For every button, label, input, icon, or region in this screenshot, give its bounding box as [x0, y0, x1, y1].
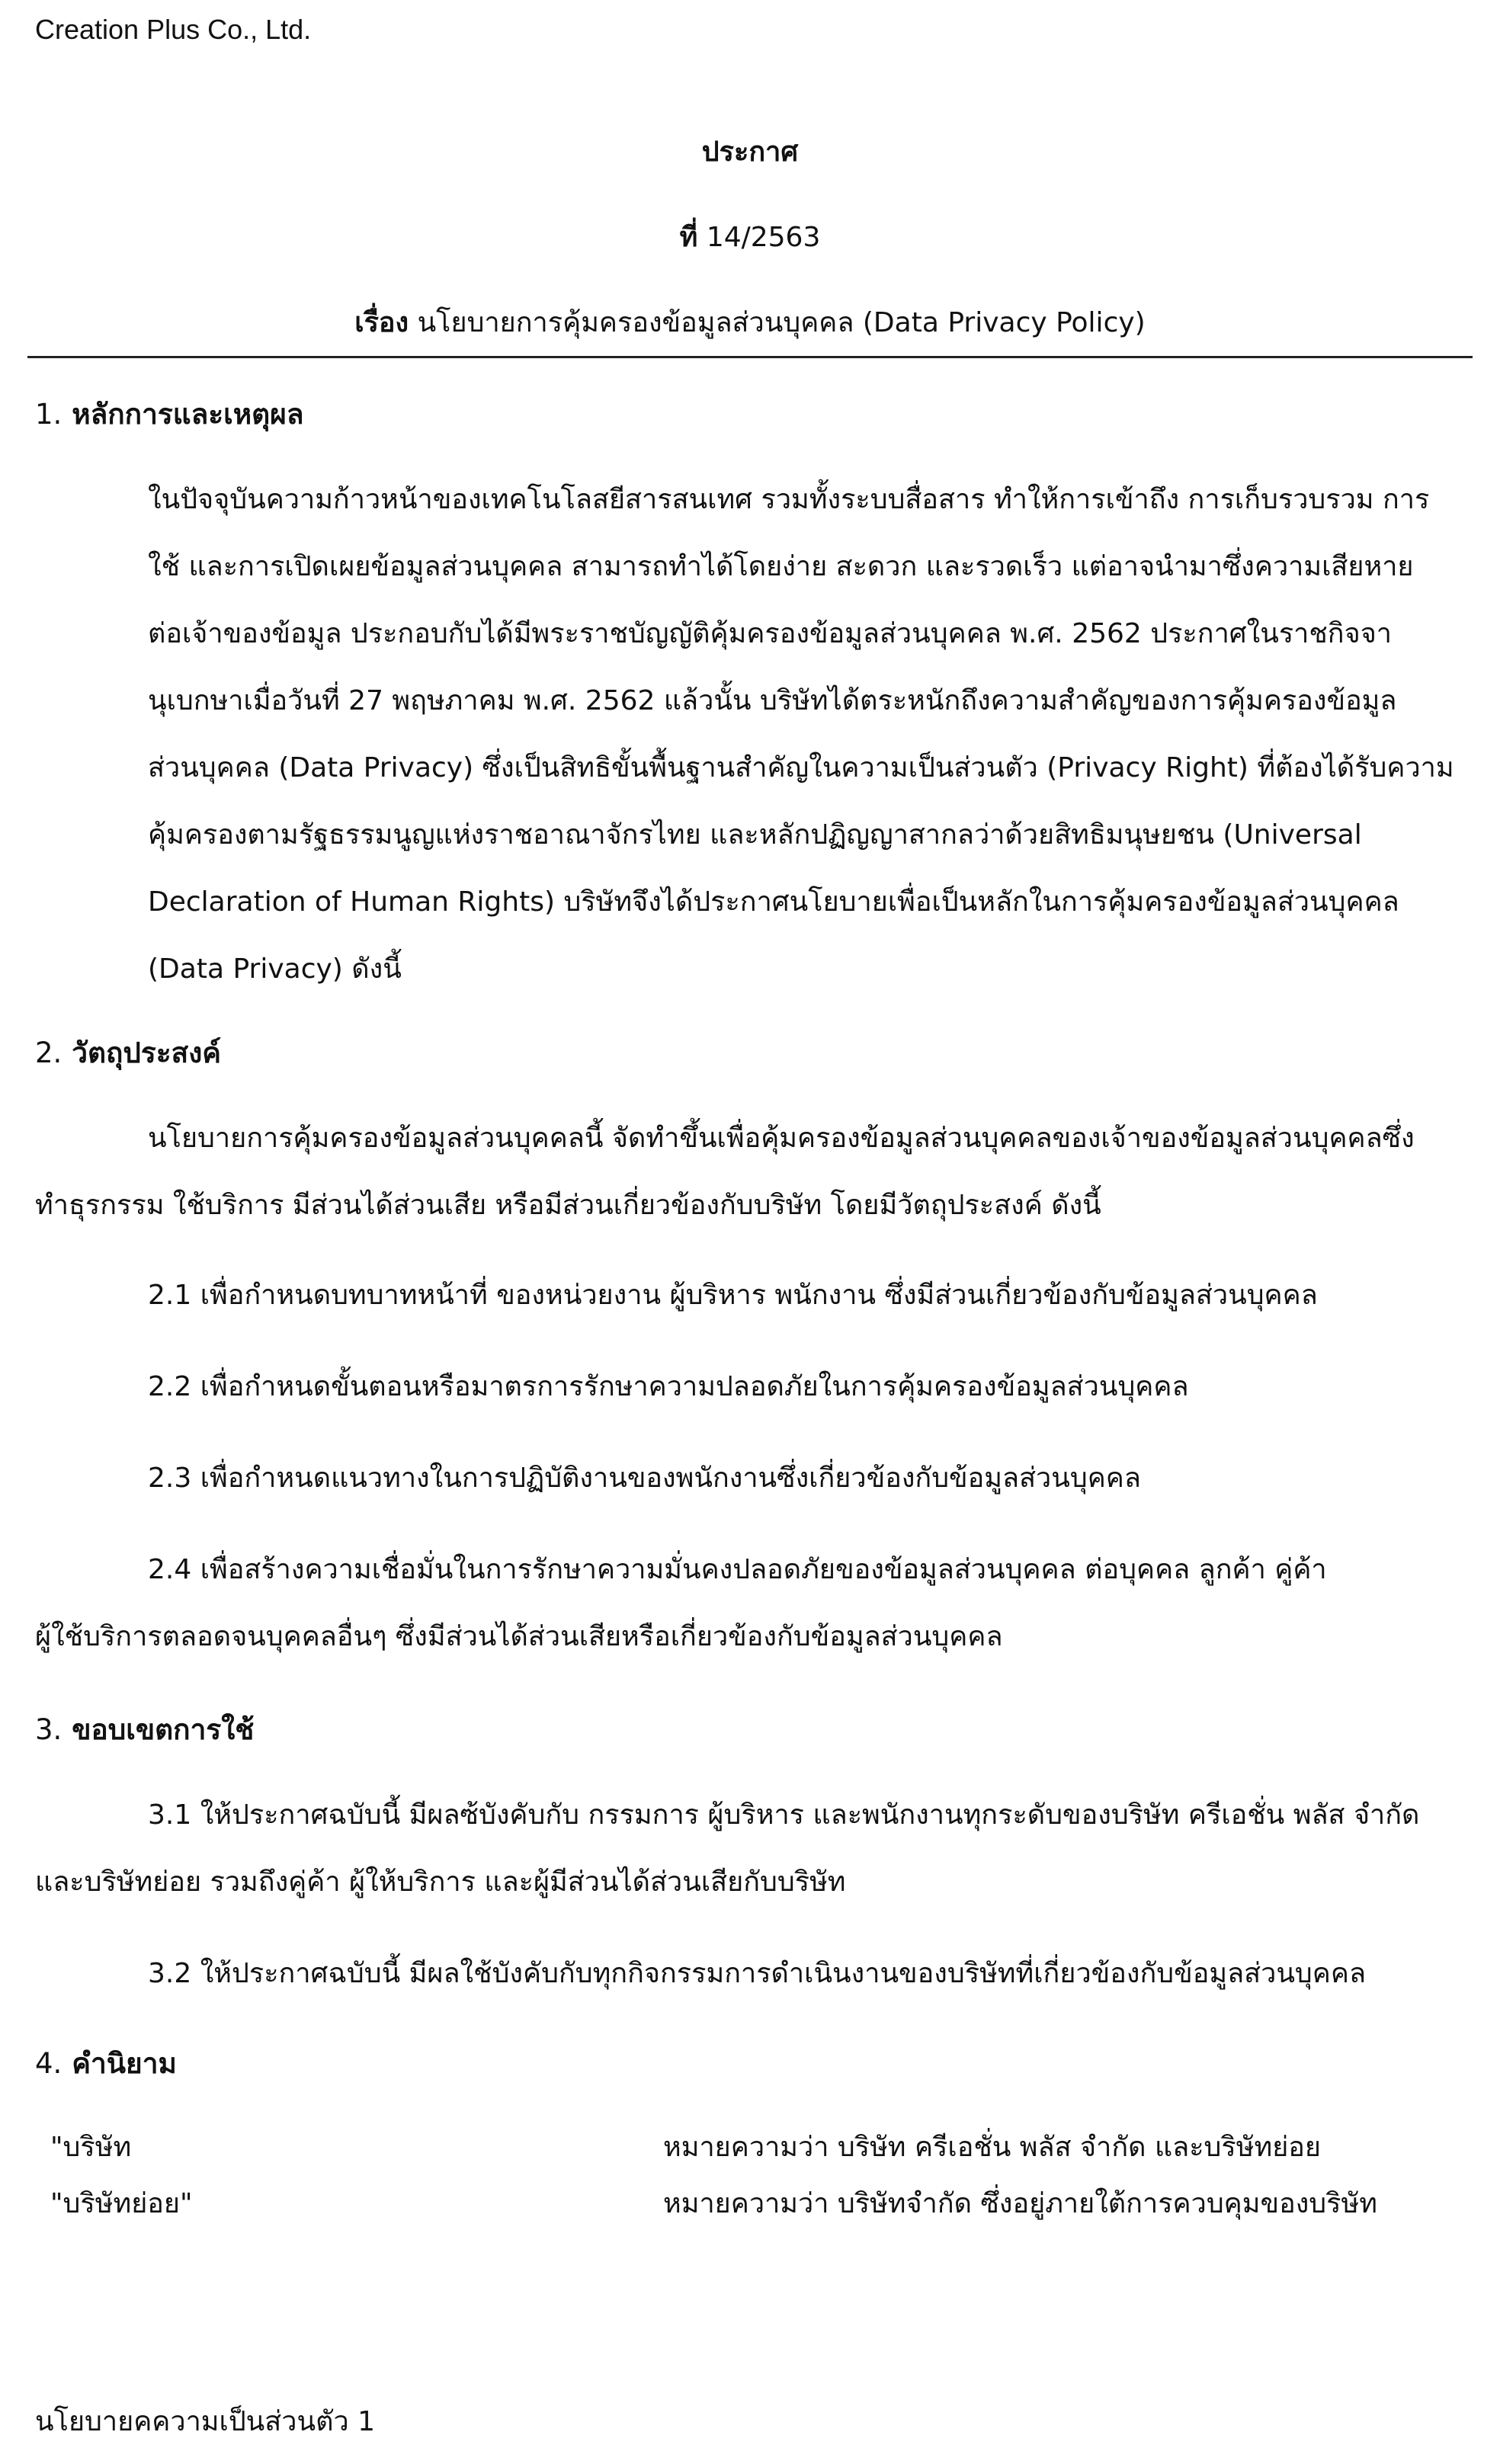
- section-4-title: 4. คำนิยาม: [35, 2047, 177, 2080]
- section-1-title: 1. หลักการและเหตุผล: [35, 398, 304, 431]
- number-value: 14/2563: [706, 222, 821, 253]
- section-3-item-1: 3.1 ให้ประกาศฉบับนี้ มีผลซ้บังคับกับ กรรมการ ผู้บริหาร และพนักงานทุกระดับของบริษัท ครีเอชั่น พลัส จำกัด และบริษัทย่อย รวมถึงคู่ค้า ผู้ให้บริการ และผู้มีส่วนได้ส่วนเสียกับบริษัท: [35, 1799, 1420, 1898]
- definition-meaning: หมายความว่า บริษัท ครีเอชั่น พลัส จำกัด และบริษัทย่อย: [663, 2132, 1321, 2163]
- section-2-item-1: 2.1 เพื่อกำหนดบทบาทหน้าที่ ของหน่วยงาน ผู้บริหาร พนักงาน ซึ่งมีส่วนเกี่ยวข้องกับข้อมูลส่วนบุคคล: [148, 1280, 1318, 1311]
- section-2-item-4: 2.4 เพื่อสร้างความเชื่อมั่นในการรักษาความมั่นคงปลอดภัยของข้อมูลส่วนบุคคล ต่อบุคคล ลูกค้า คู่ค้า ผู้ใช้บริการตลอดจนบุคคลอื่นๆ ซึ่งมีส่วนได้ส่วนเสียหรือเกี่ยวข้องกับข้อมูลส่วนบุคคล: [35, 1554, 1327, 1652]
- section-2-title: 2. วัตถุประสงค์: [35, 1037, 222, 1069]
- announcement-heading: ประกาศ: [701, 136, 799, 168]
- announcement-number: [0, 215, 1500, 258]
- definition-term: "บริษัทย่อย": [50, 2188, 193, 2219]
- section-3-item-2: 3.2 ให้ประกาศฉบับนี้ มีผลใช้บังคับกับทุกกิจกรรมการดำเนินงานของบริษัทที่เกี่ยวข้องกับข้อมูลส่วนบุคคล: [148, 1958, 1367, 1989]
- section-2-intro: นโยบายการคุ้มครองข้อมูลส่วนบุคคลนี้ จัดทำขึ้นเพื่อคุ้มครองข้อมูลส่วนบุคคลของเจ้าของข้อมูลส่วนบุคคลซึ่ง ทำธุรกรรม ใช้บริการ มีส่วนได้ส่วนเสีย หรือมีส่วนเกี่ยวข้องกับบริษัท โดยมีวัตถุประสงค์ ดังนี้: [35, 1123, 1415, 1221]
- subject-text: นโยบายการคุ้มครองข้อมูลส่วนบุคคล (Data Privacy Policy): [417, 307, 1146, 338]
- announcement-subject: [0, 300, 1500, 344]
- section-3-title: 3. ขอบเขตการใช้: [35, 1713, 255, 1746]
- number-label: ที่: [679, 222, 698, 253]
- company-name: Creation Plus Co., Ltd.: [35, 14, 312, 45]
- definition-term: "บริษัท: [50, 2132, 132, 2163]
- subject-label: เรื่อง: [354, 307, 409, 338]
- section-2-item-2: 2.2 เพื่อกำหนดขั้นตอนหรือมาตรการรักษาความปลอดภัยในการคุ้มครองข้อมูลส่วนบุคคล: [148, 1371, 1189, 1402]
- title-divider: [27, 356, 1473, 358]
- definition-meaning: หมายความว่า บริษัทจำกัด ซึ่งอยู่ภายใต้การควบคุมของบริษัท: [663, 2188, 1377, 2219]
- page-footer: นโยบายคความเป็นส่วนตัว 1: [35, 2406, 376, 2437]
- section-2-item-3: 2.3 เพื่อกำหนดแนวทางในการปฏิบัติงานของพนักงานซึ่งเกี่ยวข้องกับข้อมูลส่วนบุคคล: [148, 1463, 1141, 1494]
- section-1-body: ในปัจจุบันความก้าวหน้าของเทคโนโลสยีสารสนเทศ รวมทั้งระบบสื่อสาร ทำให้การเข้าถึง การเก็บรวบรวม การ ใช้ และการเปิดเผยข้อมูลส่วนบุคคล สามารถทำได้โดยง่าย สะดวก และรวดเร็ว แต่อาจนำมาซึ่งความเสียหาย ต่อเจ้าของข้อมูล ประกอบกับได้มีพระราชบัญญัติคุ้มครองข้อมูลส่วนบุคคล พ.ศ. 2562 ประกาศในราชกิจจา นุเบกษาเมื่อวันที่ 27 พฤษภาคม พ.ศ. 2562 แล้วนั้น บริษัทได้ตระหนักถึงความสำคัญของการคุ้มครองข้อมูล ส่วนบุคคล (Data Privacy) ซึ่งเป็นสิทธิขั้นพื้นฐานสำคัญในความเป็นส่วนตัว (Privacy Right) ที่ต้องได้รับความ คุ้มครองตามรัฐธรรมนูญแห่งราชอาณาจักรไทย และหลักปฏิญญาสากลว่าด้วยสิทธิมนุษยชน (Universal Declaration of Human Rights) บริษัทจึงได้ประกาศนโยบายเพื่อเป็นหลักในการคุ้มครองข้อมูลส่วนบุคคล (Data Privacy) ดังนี้: [148, 484, 1454, 985]
